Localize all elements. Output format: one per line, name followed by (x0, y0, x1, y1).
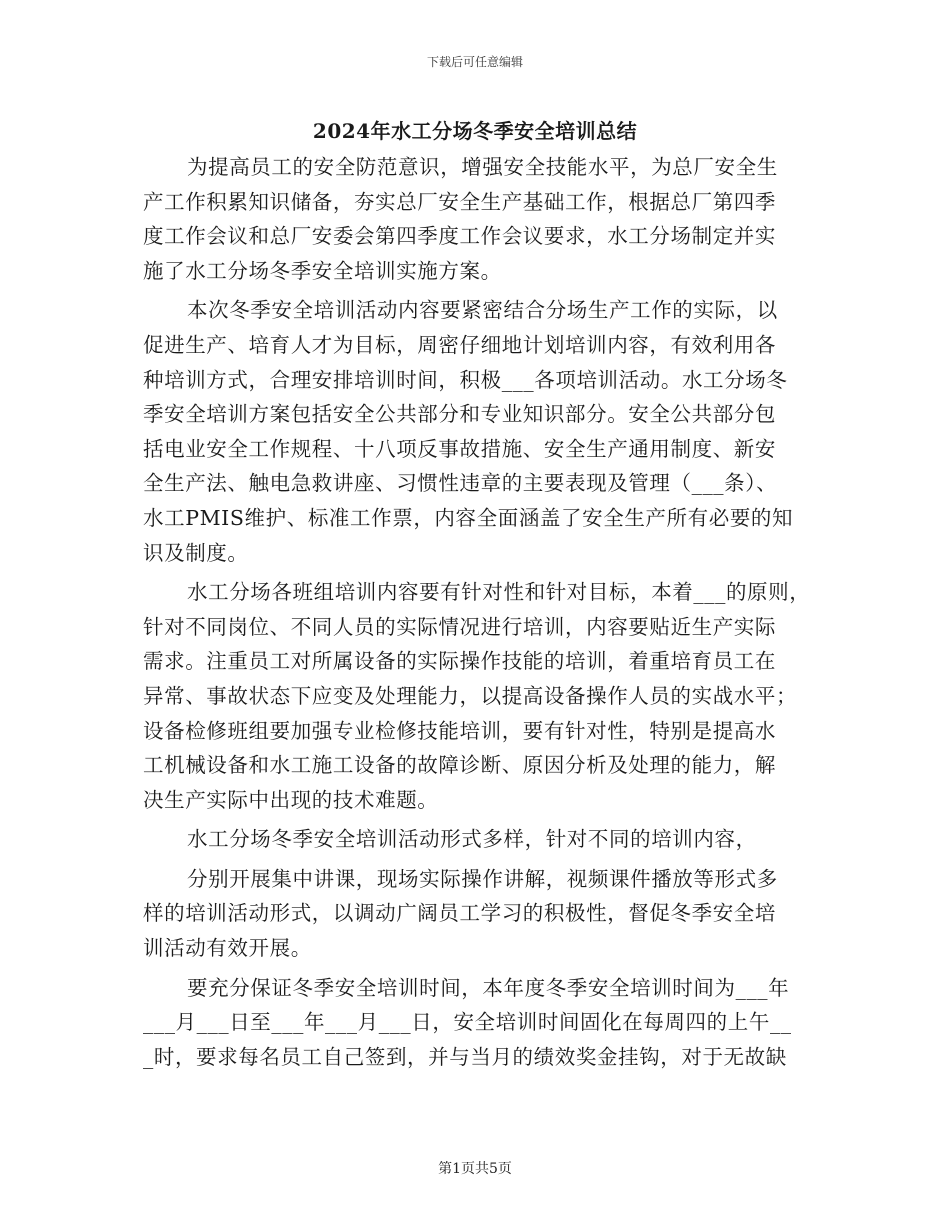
text-line: 促进生产、培育人才为目标，周密仔细地计划培训内容，有效利用各 (143, 332, 776, 357)
text-line: ___月___日至___年___月___日，安全培训时间固化在每周四的上午__ (143, 1010, 792, 1035)
text-line: 产工作积累知识储备，夯实总厂安全生产基础工作，根据总厂第四季 (143, 189, 776, 214)
text-line: 水工PMIS维护、标准工作票，内容全面涵盖了安全生产所有必要的知 (143, 505, 794, 530)
text-line: 水工分场各班组培训内容要有针对性和针对目标，本着___的原则， (187, 580, 811, 605)
text-line: 本次冬季安全培训活动内容要紧密结合分场生产工作的实际，以 (187, 298, 778, 323)
text-line: 要充分保证冬季安全培训时间，本年度冬季安全培训时间为___年 (187, 975, 790, 1000)
page-footer: 第1页共5页 (438, 1161, 512, 1177)
text-line: 工机械设备和水工施工设备的故障诊断、原因分析及处理的能力，解 (143, 753, 776, 778)
text-line: 全生产法、触电急救讲座、习惯性违章的主要表现及管理（___条）、 (143, 471, 778, 496)
text-line: 季安全培训方案包括安全公共部分和专业知识部分。安全公共部分包 (143, 402, 776, 427)
text-line: 施了水工分场冬季安全培训实施方案。 (143, 258, 502, 283)
text-line: 决生产实际中出现的技术难题。 (143, 787, 439, 812)
page-header: 下载后可任意编辑 (426, 55, 523, 69)
text-line: 识及制度。 (143, 540, 249, 565)
text-line: 需求。注重员工对所属设备的实际操作技能的培训，着重培育员工在 (143, 649, 776, 674)
text-line: 水工分场冬季安全培训活动形式多样，针对不同的培训内容， (187, 827, 757, 852)
text-line: 括电业安全工作规程、十八项反事故措施、安全生产通用制度、新安 (143, 436, 776, 461)
document-title: 2024年水工分场冬季安全培训总结 (312, 119, 638, 143)
text-line: 种培训方式，合理安排培训时间，积极___各项培训活动。水工分场冬 (143, 367, 788, 392)
text-line: 为提高员工的安全防范意识，增强安全技能水平，为总厂安全生 (187, 155, 778, 179)
text-line: 样的培训活动形式，以调动广阔员工学习的积极性，督促冬季安全培 (143, 901, 776, 926)
text-line: _时，要求每名员工自己签到，并与当月的绩效奖金挂钩，对于无故缺 (143, 1044, 787, 1069)
text-line: 度工作会议和总厂安委会第四季度工作会议要求，水工分场制定并实 (143, 224, 776, 249)
text-line: 设备检修班组要加强专业检修技能培训，要有针对性，特别是提高水 (143, 718, 776, 743)
document-body (143, 150, 818, 1074)
text-line: 针对不同岗位、不同人员的实际情况进行培训，内容要贴近生产实际 (143, 614, 776, 639)
text-line: 分别开展集中讲课，现场实际操作讲解，视频课件播放等形式多 (187, 866, 778, 891)
text-line: 异常、事故状态下应变及处理能力，以提高设备操作人员的实战水平； (143, 683, 798, 708)
text-line: 训活动有效开展。 (143, 936, 312, 961)
